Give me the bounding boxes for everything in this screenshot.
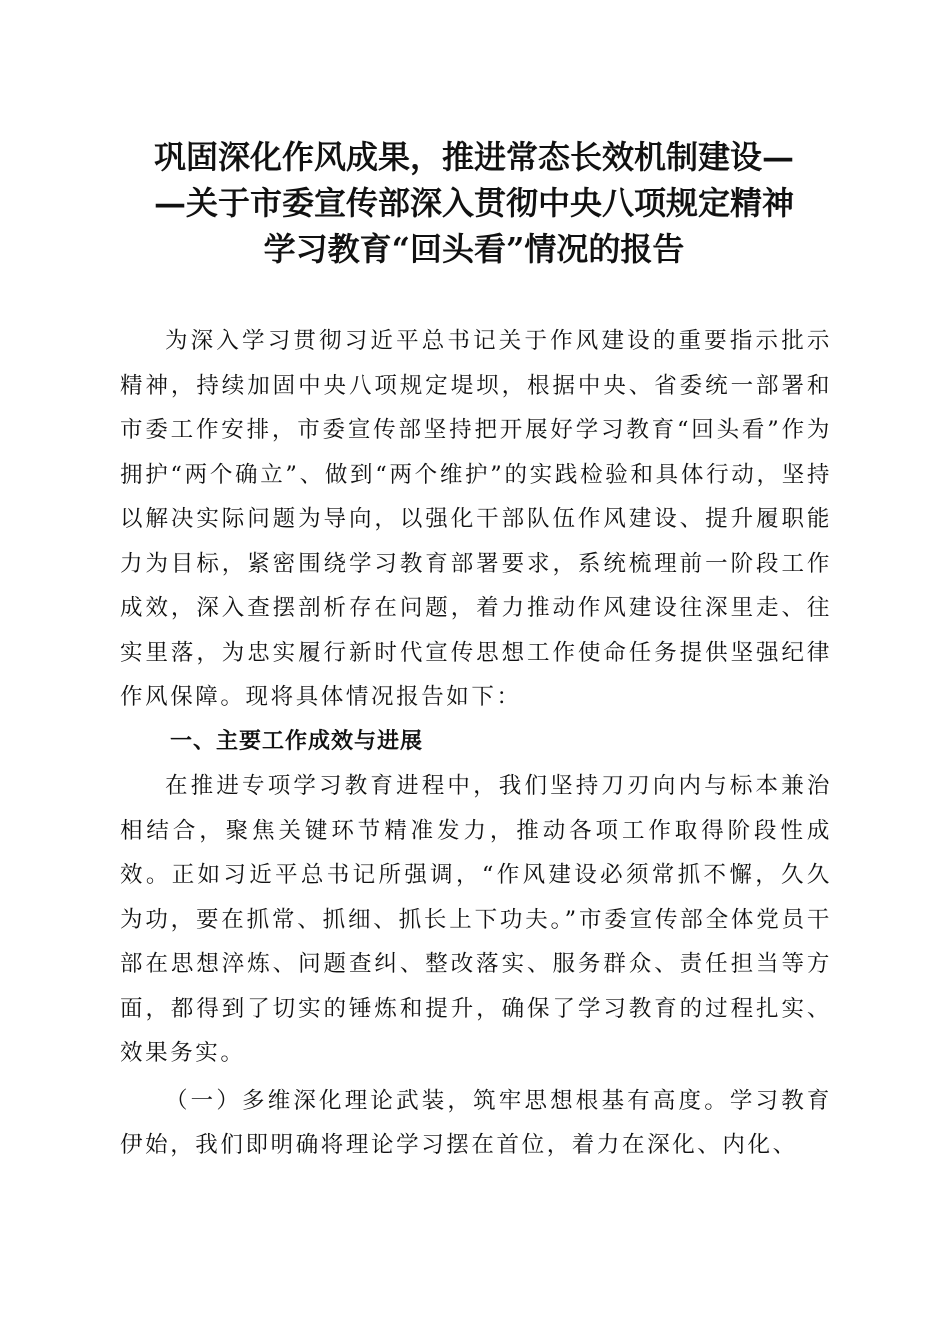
section-1-paragraph: 在推进专项学习教育进程中，我们坚持刀刃向内与标本兼治相结合，聚焦关键环节精准发力，推动各项工作取得阶段性成效。正如习近平总书记所强调，“作风建设必须常抓不懈，久久为功，要在抓常、抓细、抓长上下功夫。”市委宣传部全体党员干部在思想淬炼、问题查纠、整改落实、服务群众、责任担当等方面，都得到了切实的锤炼和提升，确保了学习教育的过程扎实、效果务实。 [120, 773, 832, 1066]
title-line-2: —关于市委宣传部深入贯彻中央八项规定精神 [153, 184, 794, 222]
document-title [118, 134, 830, 272]
section-heading-1: 一、主要工作成效与进展 [170, 728, 424, 754]
title-line-3: 学习教育“回头看”情况的报告 [263, 230, 685, 268]
intro-paragraph: 为深入学习贯彻习近平总书记关于作风建设的重要指示批示精神，持续加固中央八项规定堤坝，根据中央、省委统一部署和市委工作安排，市委宣传部坚持把开展好学习教育“回头看”作为拥护“两个确立”、做到“两个维护”的实践检验和具体行动，坚持以解决实际问题为导向，以强化干部队伍作风建设、提升履职能力为目标，紧密围绕学习教育部署要求，系统梳理前一阶段工作成效，深入查摆剖析存在问题，着力推动作风建设往深里走、往实里落，为忠实履行新时代宣传思想工作使命任务提供坚强纪律作风保障。现将具体情况报告如下： [120, 328, 832, 710]
title-line-1: 巩固深化作风成果，推进常态长效机制建设— [153, 138, 794, 176]
document-body [120, 319, 832, 1168]
subsection-1-text: 学习教育伊始，我们即明确将理论学习摆在首位，着力在深化、内化、 [120, 1087, 833, 1158]
subsection-1-paragraph [120, 1079, 832, 1168]
subsection-1-lead: （一）多维深化理论武装，筑牢思想根基有高度。 [165, 1087, 730, 1114]
